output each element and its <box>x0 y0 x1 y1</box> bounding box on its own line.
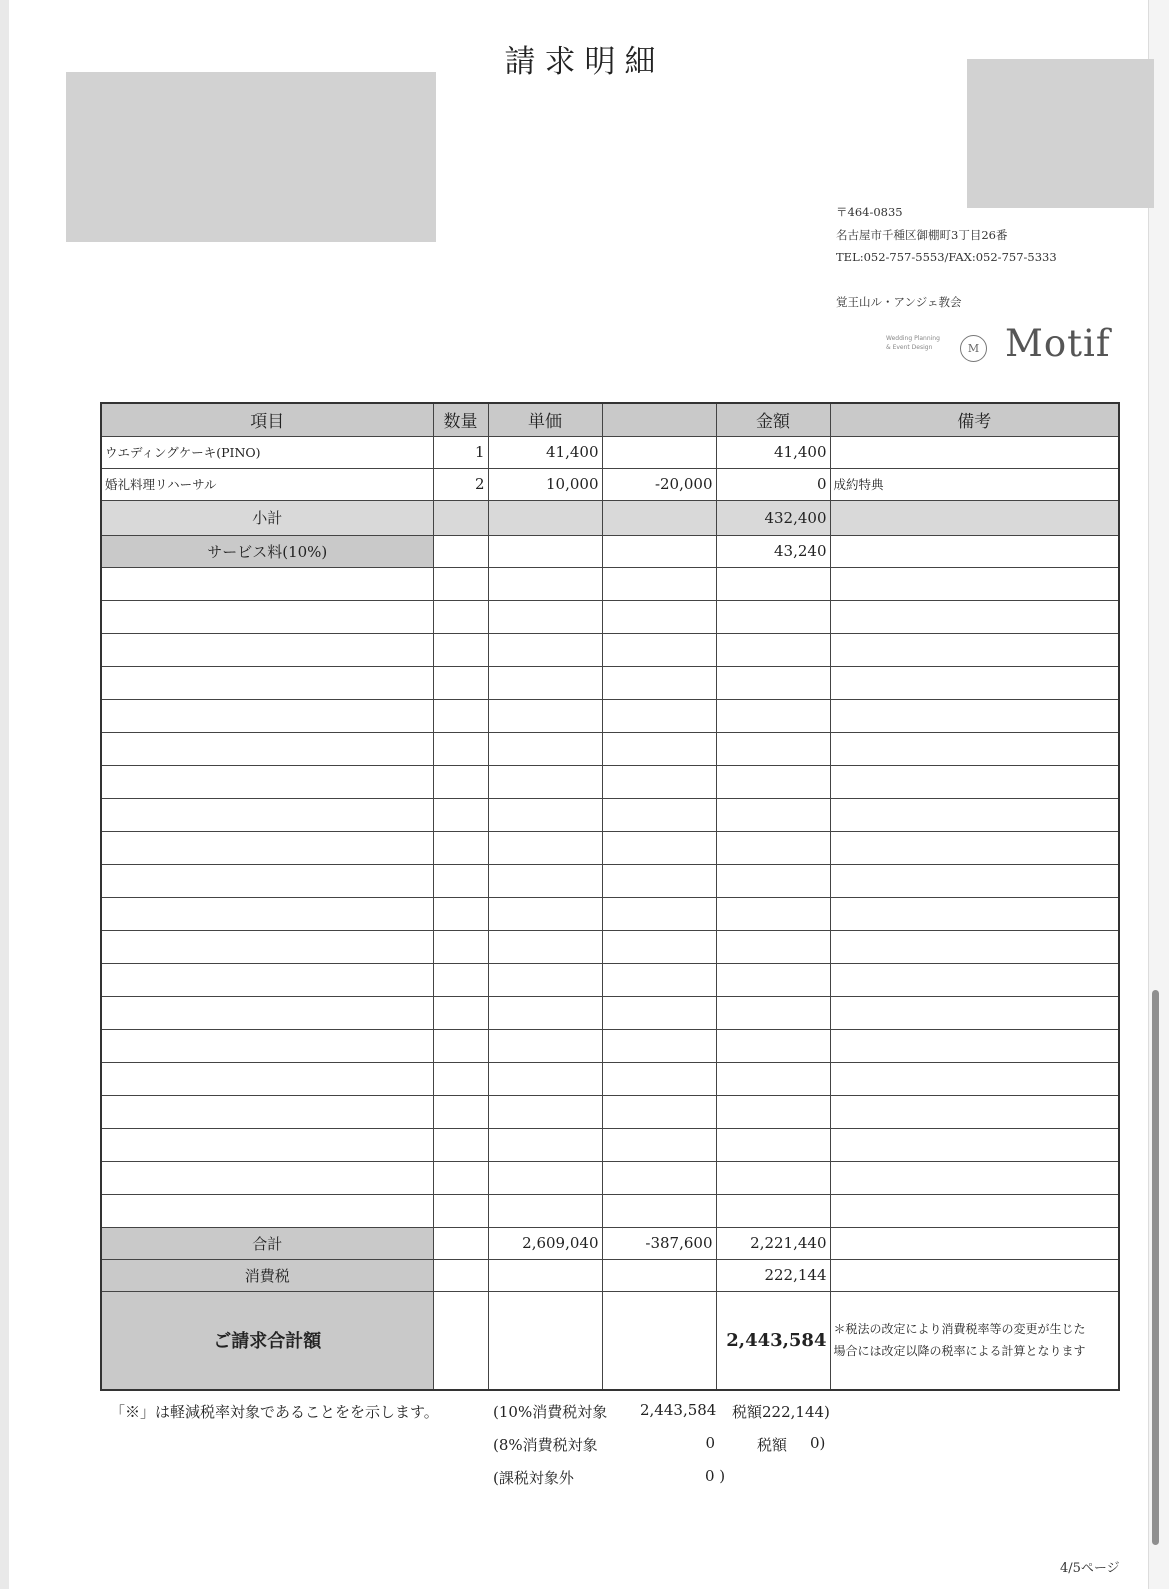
empty-cell <box>830 963 1119 996</box>
tax10-label: (10%消費税対象 <box>493 1403 608 1421</box>
empty-cell <box>602 930 716 963</box>
empty-cell <box>433 1029 488 1062</box>
empty-cell <box>101 633 433 666</box>
empty-cell <box>830 1095 1119 1128</box>
total-row <box>101 1227 1119 1259</box>
empty-table-row <box>101 765 1119 798</box>
empty-table-row <box>101 1095 1119 1128</box>
tax10-tax: 税額222,144) <box>732 1403 830 1421</box>
empty-cell <box>716 798 830 831</box>
empty-cell <box>101 567 433 600</box>
header-amount: 金額 <box>716 403 830 436</box>
tax-label: 消費税 <box>101 1259 433 1291</box>
empty-cell <box>433 996 488 1029</box>
empty-cell <box>488 633 602 666</box>
empty-table-row <box>101 666 1119 699</box>
empty-cell <box>602 765 716 798</box>
empty-table-row <box>101 600 1119 633</box>
empty-cell <box>101 699 433 732</box>
empty-cell <box>830 798 1119 831</box>
empty-cell <box>716 963 830 996</box>
empty-cell <box>716 1095 830 1128</box>
redacted-recipient-block <box>66 72 436 242</box>
empty-cell <box>830 930 1119 963</box>
empty-cell <box>830 1062 1119 1095</box>
empty-cell <box>716 897 830 930</box>
empty-cell <box>488 765 602 798</box>
empty-cell <box>716 930 830 963</box>
header-remarks: 備考 <box>830 403 1119 436</box>
empty-cell <box>433 732 488 765</box>
empty-cell <box>602 633 716 666</box>
empty-cell <box>602 831 716 864</box>
empty-cell <box>488 1161 602 1194</box>
empty-cell <box>488 963 602 996</box>
empty-table-row <box>101 1194 1119 1227</box>
empty-cell <box>716 1062 830 1095</box>
item-amount: 41,400 <box>716 436 830 468</box>
empty-table-row <box>101 963 1119 996</box>
tax8-tax-amount: 0) <box>810 1434 826 1452</box>
logo-tagline <box>886 334 956 352</box>
item-name: 婚礼料理リハーサル <box>101 468 433 500</box>
empty-cell <box>602 1194 716 1227</box>
empty-cell <box>101 1194 433 1227</box>
empty-cell <box>488 666 602 699</box>
empty-cell <box>830 732 1119 765</box>
empty-cell <box>101 600 433 633</box>
empty-cell <box>101 666 433 699</box>
tax-amount: 222,144 <box>716 1259 830 1291</box>
empty-table-row <box>101 864 1119 897</box>
empty-cell <box>602 963 716 996</box>
empty-cell <box>488 1062 602 1095</box>
empty-cell <box>433 1095 488 1128</box>
empty-cell <box>101 732 433 765</box>
empty-cell <box>602 1161 716 1194</box>
empty-cell <box>602 1062 716 1095</box>
empty-table-row <box>101 699 1119 732</box>
empty-cell <box>433 1194 488 1227</box>
header-unit-price: 単価 <box>488 403 602 436</box>
item-amount: 0 <box>716 468 830 500</box>
logo-wordmark: Motif <box>1005 322 1111 365</box>
empty-cell <box>488 567 602 600</box>
tax8-tax-label: 税額 <box>757 1436 788 1454</box>
logo-monogram-icon: M <box>960 335 987 362</box>
header-quantity: 数量 <box>433 403 488 436</box>
empty-cell <box>830 1194 1119 1227</box>
grand-total-row <box>101 1291 1119 1390</box>
item-unit-price: 10,000 <box>488 468 602 500</box>
empty-cell <box>830 600 1119 633</box>
empty-cell <box>433 1128 488 1161</box>
empty-cell <box>488 930 602 963</box>
tax-change-note <box>830 1291 1119 1390</box>
empty-table-row <box>101 831 1119 864</box>
empty-cell <box>433 600 488 633</box>
empty-cell <box>433 633 488 666</box>
empty-table-row <box>101 996 1119 1029</box>
item-unit-price: 41,400 <box>488 436 602 468</box>
empty-cell <box>602 1095 716 1128</box>
empty-cell <box>101 1161 433 1194</box>
empty-cell <box>716 600 830 633</box>
document-title: 請求明細 <box>504 44 665 80</box>
empty-cell <box>101 963 433 996</box>
item-discount: -20,000 <box>602 468 716 500</box>
total-amount: 2,221,440 <box>716 1227 830 1259</box>
empty-cell <box>602 864 716 897</box>
empty-cell <box>830 1029 1119 1062</box>
tax-change-note-line-1: ＊税法の改定により消費税率等の変更が生じた <box>833 1322 1086 1337</box>
empty-cell <box>101 1095 433 1128</box>
empty-cell <box>716 567 830 600</box>
empty-cell <box>716 831 830 864</box>
empty-cell <box>488 1029 602 1062</box>
empty-table-row <box>101 732 1119 765</box>
non-taxable-amount: 0 ) <box>705 1467 726 1485</box>
empty-cell <box>101 1128 433 1161</box>
empty-cell <box>488 1095 602 1128</box>
grand-total-label: ご請求合計額 <box>101 1291 433 1390</box>
empty-cell <box>488 831 602 864</box>
empty-cell <box>488 864 602 897</box>
street-address: 名古屋市千種区御棚町3丁目26番 <box>836 228 1008 242</box>
empty-cell <box>716 699 830 732</box>
empty-cell <box>830 864 1119 897</box>
empty-cell <box>830 765 1119 798</box>
empty-cell <box>716 1128 830 1161</box>
empty-cell <box>602 699 716 732</box>
table-row <box>101 468 1119 500</box>
empty-cell <box>433 864 488 897</box>
empty-cell <box>602 1128 716 1161</box>
empty-table-row <box>101 798 1119 831</box>
empty-cell <box>830 996 1119 1029</box>
empty-cell <box>433 897 488 930</box>
empty-cell <box>488 1128 602 1161</box>
empty-cell <box>830 831 1119 864</box>
empty-cell <box>716 1194 830 1227</box>
empty-cell <box>433 798 488 831</box>
empty-cell <box>830 666 1119 699</box>
invoice-detail-table <box>100 402 1120 1391</box>
page-left-edge <box>0 0 9 1589</box>
venue-name: 覚王山ル・アンジェ教会 <box>836 295 962 309</box>
empty-table-row <box>101 1161 1119 1194</box>
item-qty: 1 <box>433 436 488 468</box>
item-name: ウエディングケーキ(PINO) <box>101 436 433 468</box>
empty-cell <box>716 633 830 666</box>
empty-cell <box>433 567 488 600</box>
empty-cell <box>602 567 716 600</box>
logo-tagline-line-1: Wedding Planning <box>886 335 940 342</box>
empty-cell <box>101 996 433 1029</box>
empty-cell <box>716 765 830 798</box>
service-charge-label: サービス料(10%) <box>101 535 433 567</box>
tax-row <box>101 1259 1119 1291</box>
item-discount <box>602 436 716 468</box>
total-unit: 2,609,040 <box>488 1227 602 1259</box>
scrollbar-thumb[interactable] <box>1152 990 1159 1545</box>
service-charge-row <box>101 535 1119 567</box>
subtotal-amount: 432,400 <box>716 500 830 535</box>
empty-cell <box>830 897 1119 930</box>
empty-cell <box>433 765 488 798</box>
phone-fax: TEL:052-757-5553/FAX:052-757-5333 <box>836 250 1057 264</box>
empty-cell <box>433 963 488 996</box>
empty-cell <box>830 1161 1119 1194</box>
header-discount <box>602 403 716 436</box>
empty-cell <box>830 1128 1119 1161</box>
item-note <box>830 436 1119 468</box>
empty-table-row <box>101 1128 1119 1161</box>
empty-cell <box>101 930 433 963</box>
logo-tagline-line-2: & Event Design <box>886 344 933 351</box>
empty-cell <box>488 699 602 732</box>
empty-cell <box>101 798 433 831</box>
empty-cell <box>488 732 602 765</box>
empty-cell <box>602 798 716 831</box>
empty-cell <box>602 996 716 1029</box>
empty-cell <box>488 798 602 831</box>
empty-cell <box>602 600 716 633</box>
empty-table-row <box>101 1029 1119 1062</box>
empty-cell <box>716 666 830 699</box>
empty-cell <box>488 996 602 1029</box>
empty-cell <box>101 897 433 930</box>
tax8-amount: 0 <box>705 1434 715 1452</box>
empty-cell <box>716 732 830 765</box>
empty-cell <box>433 930 488 963</box>
empty-rows <box>101 567 1119 1227</box>
empty-cell <box>101 864 433 897</box>
empty-cell <box>488 600 602 633</box>
non-taxable-label: (課税対象外 <box>493 1469 574 1487</box>
empty-table-row <box>101 897 1119 930</box>
empty-cell <box>716 1029 830 1062</box>
table-header-row <box>101 403 1119 436</box>
empty-table-row <box>101 567 1119 600</box>
empty-cell <box>488 1194 602 1227</box>
empty-cell <box>602 732 716 765</box>
empty-cell <box>602 897 716 930</box>
grand-total-amount: 2,443,584 <box>716 1291 830 1390</box>
empty-cell <box>433 1161 488 1194</box>
subtotal-label: 小計 <box>101 500 433 535</box>
redacted-stamp-block <box>967 59 1154 208</box>
empty-cell <box>830 633 1119 666</box>
empty-table-row <box>101 633 1119 666</box>
reduced-tax-note: 「※」は軽減税率対象であることをを示します。 <box>110 1403 439 1421</box>
postal-code: 〒464-0835 <box>836 205 903 219</box>
empty-cell <box>830 699 1119 732</box>
tax10-amount: 2,443,584 <box>640 1401 717 1419</box>
service-charge-amount: 43,240 <box>716 535 830 567</box>
subtotal-row <box>101 500 1119 535</box>
empty-cell <box>488 897 602 930</box>
empty-cell <box>602 1029 716 1062</box>
item-note: 成約特典 <box>830 468 1119 500</box>
table-row <box>101 436 1119 468</box>
tax8-label: (8%消費税対象 <box>493 1436 598 1454</box>
page-number: 4/5ページ <box>1060 1561 1120 1576</box>
empty-cell <box>716 864 830 897</box>
empty-cell <box>716 1161 830 1194</box>
empty-cell <box>101 1062 433 1095</box>
empty-cell <box>101 1029 433 1062</box>
total-label: 合計 <box>101 1227 433 1259</box>
empty-cell <box>433 699 488 732</box>
tax-change-note-line-2: 場合には改定以降の税率による計算となります <box>833 1344 1086 1359</box>
empty-table-row <box>101 1062 1119 1095</box>
empty-table-row <box>101 930 1119 963</box>
header-item: 項目 <box>101 403 433 436</box>
empty-cell <box>602 666 716 699</box>
empty-cell <box>433 666 488 699</box>
empty-cell <box>830 567 1119 600</box>
item-qty: 2 <box>433 468 488 500</box>
empty-cell <box>716 996 830 1029</box>
empty-cell <box>101 831 433 864</box>
total-discount: -387,600 <box>602 1227 716 1259</box>
empty-cell <box>433 1062 488 1095</box>
empty-cell <box>433 831 488 864</box>
empty-cell <box>101 765 433 798</box>
